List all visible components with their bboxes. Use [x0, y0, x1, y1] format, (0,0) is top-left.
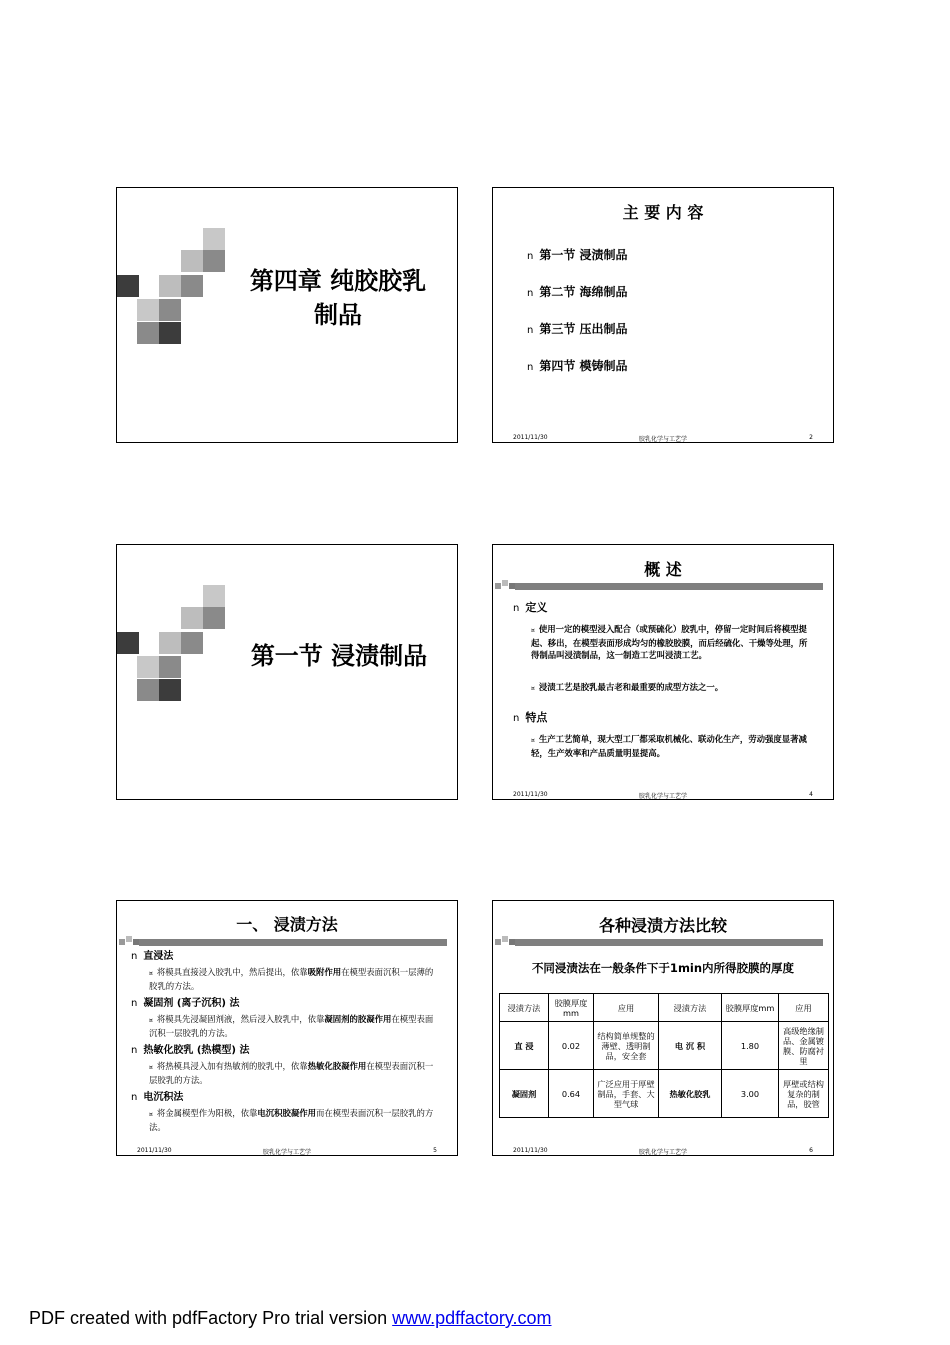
slide-5 [116, 900, 458, 1156]
table-cell: 0.02 [549, 1022, 594, 1070]
page-number: 5 [433, 1147, 437, 1154]
decor-square [495, 939, 501, 945]
slide-3 [116, 544, 458, 800]
decor-square [502, 580, 508, 586]
pdffactory-link[interactable]: www.pdffactory.com [392, 1308, 552, 1328]
decor-square [181, 607, 203, 629]
footer-course: 胶乳化学与工艺学 [638, 436, 687, 443]
decor-square [181, 632, 203, 654]
list-item: n 第二节 海绵制品 [527, 285, 628, 299]
decor-square [133, 939, 139, 945]
slide-heading: 各种浸渍方法比较 [598, 916, 727, 935]
table-cell: 热敏化胶乳 [659, 1070, 722, 1118]
definition-text-2: ¤ 浸渍工艺是胶乳最古老和最重要的成型方法之一。 [531, 682, 724, 692]
section-label: n 定义 [513, 601, 548, 614]
header-cell: 应用 [594, 994, 659, 1022]
decor-square [159, 679, 181, 701]
header-cell: 应用 [779, 994, 829, 1022]
decor-square [203, 607, 225, 629]
page-number: 2 [809, 434, 813, 441]
slide-6 [492, 900, 834, 1156]
table-cell: 1.80 [722, 1022, 779, 1070]
heading-bar [139, 939, 447, 946]
section-label: n 特点 [513, 711, 548, 724]
decor-square [137, 679, 159, 701]
title-line-1: 第四章 纯胶胶乳 [249, 267, 427, 295]
list-item: n 第一节 浸渍制品 [527, 248, 628, 262]
comparison-table [499, 993, 829, 1118]
decor-square [159, 275, 181, 297]
table-cell: 凝固剂 [500, 1070, 549, 1118]
decor-square [137, 656, 159, 678]
decor-square [137, 299, 159, 321]
decor-square [137, 322, 159, 344]
slide-heading: 一、 浸渍方法 [236, 915, 338, 934]
page-number: 4 [809, 791, 813, 798]
slide-title [227, 264, 449, 332]
decor-square [509, 583, 515, 589]
slide-2 [492, 187, 834, 443]
method-desc: ¤ 将模具直接浸入胶乳中，然后提出，依靠吸附作用在模型表面沉积一层薄的胶乳的方法。 [149, 967, 434, 991]
page-number: 6 [809, 1147, 813, 1154]
table-caption: 不同浸渍法在一般条件下于1min内所得胶膜的厚度 [531, 961, 795, 975]
method-label: n 直浸法 [131, 951, 174, 962]
table-header-row [500, 994, 829, 1022]
table-cell: 高级绝缘制品、金属镀膜、防腐衬里 [779, 1022, 829, 1070]
pdf-watermark-note [29, 1308, 552, 1329]
list-item: n 第四节 模铸制品 [527, 359, 628, 373]
header-cell: 胶膜厚度mm [549, 994, 594, 1022]
list-item: n 第三节 压出制品 [527, 322, 628, 336]
definition-text: ¤ 使用一定的模型浸入配合（或预硫化）胶乳中，停留一定时间后将模型提起、移出，在模型表面形成均匀的橡胶胶膜，而后经硫化、干燥等处理，所得制品叫浸渍制品，这一制造工艺叫浸渍工艺。 [531, 624, 808, 660]
footer-date: 2011/11/30 [513, 434, 548, 441]
header-cell: 浸渍方法 [659, 994, 722, 1022]
footer-course: 胶乳化学与工艺学 [638, 1149, 687, 1156]
method-label: n 电沉积法 [131, 1092, 184, 1103]
decor-square [117, 632, 139, 654]
footer-date: 2011/11/30 [137, 1147, 172, 1154]
decor-square [181, 250, 203, 272]
method-label: n 热敏化胶乳 (热模型) 法 [131, 1045, 250, 1056]
table-cell: 厚壁或结构复杂的制品，胶管 [779, 1070, 829, 1118]
footer-course: 胶乳化学与工艺学 [638, 793, 687, 800]
header-cell: 浸渍方法 [500, 994, 549, 1022]
method-label: n 凝固剂 (离子沉积) 法 [131, 998, 240, 1009]
slide-1 [116, 187, 458, 443]
decor-square [159, 656, 181, 678]
footer-date: 2011/11/30 [513, 791, 548, 798]
pdf-note-text: PDF created with pdfFactory Pro trial version [29, 1308, 393, 1328]
slide-title: 第一节 浸渍制品 [250, 642, 428, 670]
table-cell: 结构简单规整的薄壁、透明制品，安全套 [594, 1022, 659, 1070]
method-desc: ¤ 将热模具浸入加有热敏剂的胶乳中，依靠热敏化胶凝作用在模型表面沉积一层胶乳的方法。 [149, 1061, 434, 1085]
decor-square [495, 583, 501, 589]
decor-square [502, 936, 508, 942]
method-desc: ¤ 将模具先浸凝固剂液，然后浸入胶乳中，依靠凝固剂的胶凝作用在模型表面沉积一层胶乳的方法。 [149, 1014, 434, 1038]
title-line-2: 制品 [314, 301, 362, 329]
slide-heading: 主 要 内 容 [622, 203, 704, 222]
slide-4 [492, 544, 834, 800]
feature-text: ¤ 生产工艺简单，现大型工厂都采取机械化、联动化生产，劳动强度显著减轻，生产效率和产品质量明显提高。 [531, 734, 807, 758]
footer-course: 胶乳化学与工艺学 [262, 1149, 311, 1156]
decor-square [117, 275, 139, 297]
header-cell: 胶膜厚度mm [722, 994, 779, 1022]
decor-square [203, 228, 225, 250]
heading-bar [515, 939, 823, 946]
table-cell: 直 浸 [500, 1022, 549, 1070]
decor-square [159, 299, 181, 321]
table-cell: 0.64 [549, 1070, 594, 1118]
decor-square [203, 585, 225, 607]
method-desc: ¤ 将金属模型作为阳极，依靠电沉积胶凝作用而在模型表面沉积一层胶乳的方法。 [149, 1108, 434, 1132]
table-cell: 电 沉 积 [659, 1022, 722, 1070]
decor-square [203, 250, 225, 272]
decor-square [509, 939, 515, 945]
slide-heading: 概 述 [644, 560, 682, 579]
table-cell: 3.00 [722, 1070, 779, 1118]
decor-square [159, 322, 181, 344]
decor-square [119, 939, 125, 945]
decor-square [126, 936, 132, 942]
table-row [500, 1022, 829, 1070]
decor-square [159, 632, 181, 654]
decor-square [181, 275, 203, 297]
table-cell: 广泛应用于厚壁制品，手套、大型气球 [594, 1070, 659, 1118]
heading-bar [515, 583, 823, 590]
footer-date: 2011/11/30 [513, 1147, 548, 1154]
table-row [500, 1070, 829, 1118]
